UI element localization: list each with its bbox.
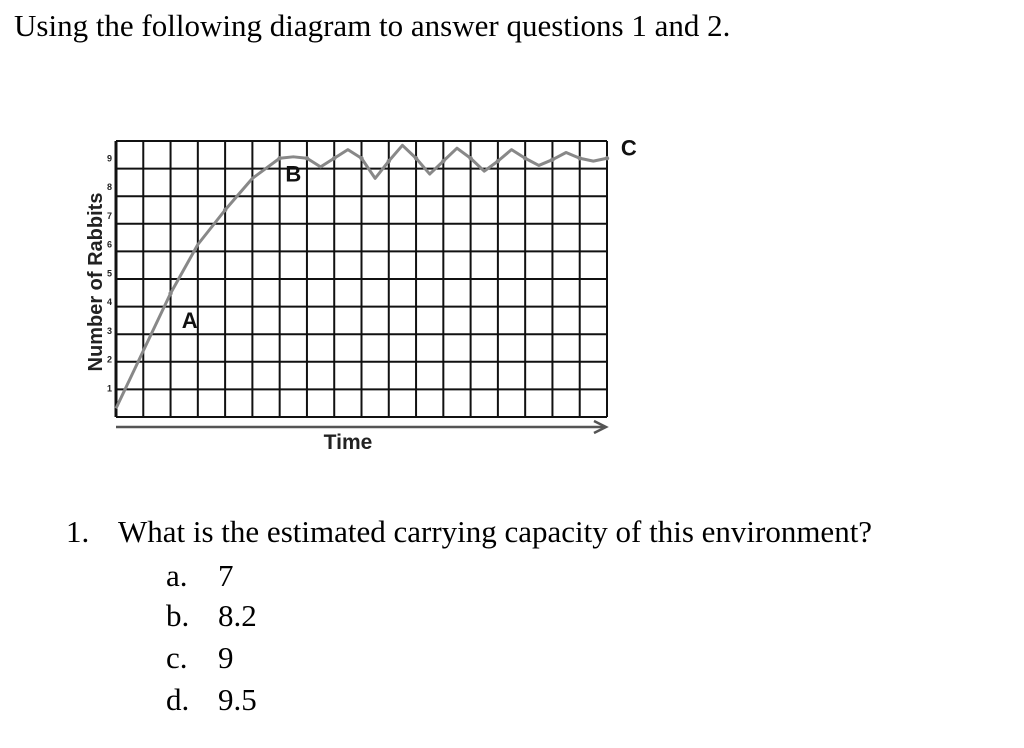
y-tick-label: 7 bbox=[106, 210, 112, 221]
data-point bbox=[414, 156, 418, 160]
chart-grid bbox=[116, 141, 607, 417]
data-point bbox=[277, 156, 281, 160]
answer-option-b[interactable] bbox=[166, 598, 257, 634]
option-letter: d. bbox=[166, 682, 190, 717]
y-tick-label: 4 bbox=[106, 297, 112, 307]
data-point bbox=[605, 156, 609, 160]
answer-option-a[interactable] bbox=[166, 558, 234, 594]
data-point bbox=[441, 159, 445, 163]
option-letter: c. bbox=[166, 640, 188, 675]
answer-option-d[interactable] bbox=[166, 682, 257, 718]
y-tick-label: 5 bbox=[106, 268, 112, 279]
annotation-label: A bbox=[181, 307, 198, 333]
x-axis-label: Time bbox=[323, 431, 373, 454]
option-letter: b. bbox=[166, 598, 190, 633]
option-text: 9.5 bbox=[218, 682, 257, 717]
question-text: What is the estimated carrying capacity of this environment? bbox=[118, 514, 873, 549]
data-point bbox=[578, 156, 582, 160]
annotation-label: C bbox=[620, 135, 637, 161]
data-point bbox=[305, 156, 309, 160]
y-tick-label: 1 bbox=[106, 383, 112, 394]
data-point bbox=[468, 156, 472, 160]
answer-option-c[interactable] bbox=[166, 640, 234, 676]
data-point bbox=[550, 157, 554, 161]
data-point bbox=[523, 156, 527, 160]
population-curve bbox=[116, 145, 609, 408]
question-number: 1. bbox=[66, 514, 90, 549]
option-text: 8.2 bbox=[218, 598, 257, 633]
y-tick-labels bbox=[107, 153, 112, 393]
y-tick-label: 9 bbox=[106, 153, 112, 164]
y-tick-label: 2 bbox=[106, 354, 112, 365]
option-text: 7 bbox=[218, 558, 234, 593]
data-point bbox=[359, 156, 363, 160]
option-text: 9 bbox=[218, 640, 234, 675]
y-axis-label: Number of Rabbits bbox=[85, 192, 107, 372]
annotation-label: B bbox=[285, 161, 302, 187]
data-point bbox=[223, 208, 227, 212]
option-letter: a. bbox=[166, 558, 188, 593]
y-tick-label: 6 bbox=[106, 239, 112, 250]
curve-annotations bbox=[182, 135, 637, 333]
data-point bbox=[496, 159, 500, 163]
data-point bbox=[332, 156, 336, 160]
data-point bbox=[387, 159, 391, 163]
y-tick-label: 3 bbox=[106, 325, 112, 336]
data-point bbox=[168, 291, 172, 295]
y-tick-label: 8 bbox=[106, 182, 112, 192]
intro-text: Using the following diagram to answer questions 1 and 2. bbox=[14, 8, 731, 43]
